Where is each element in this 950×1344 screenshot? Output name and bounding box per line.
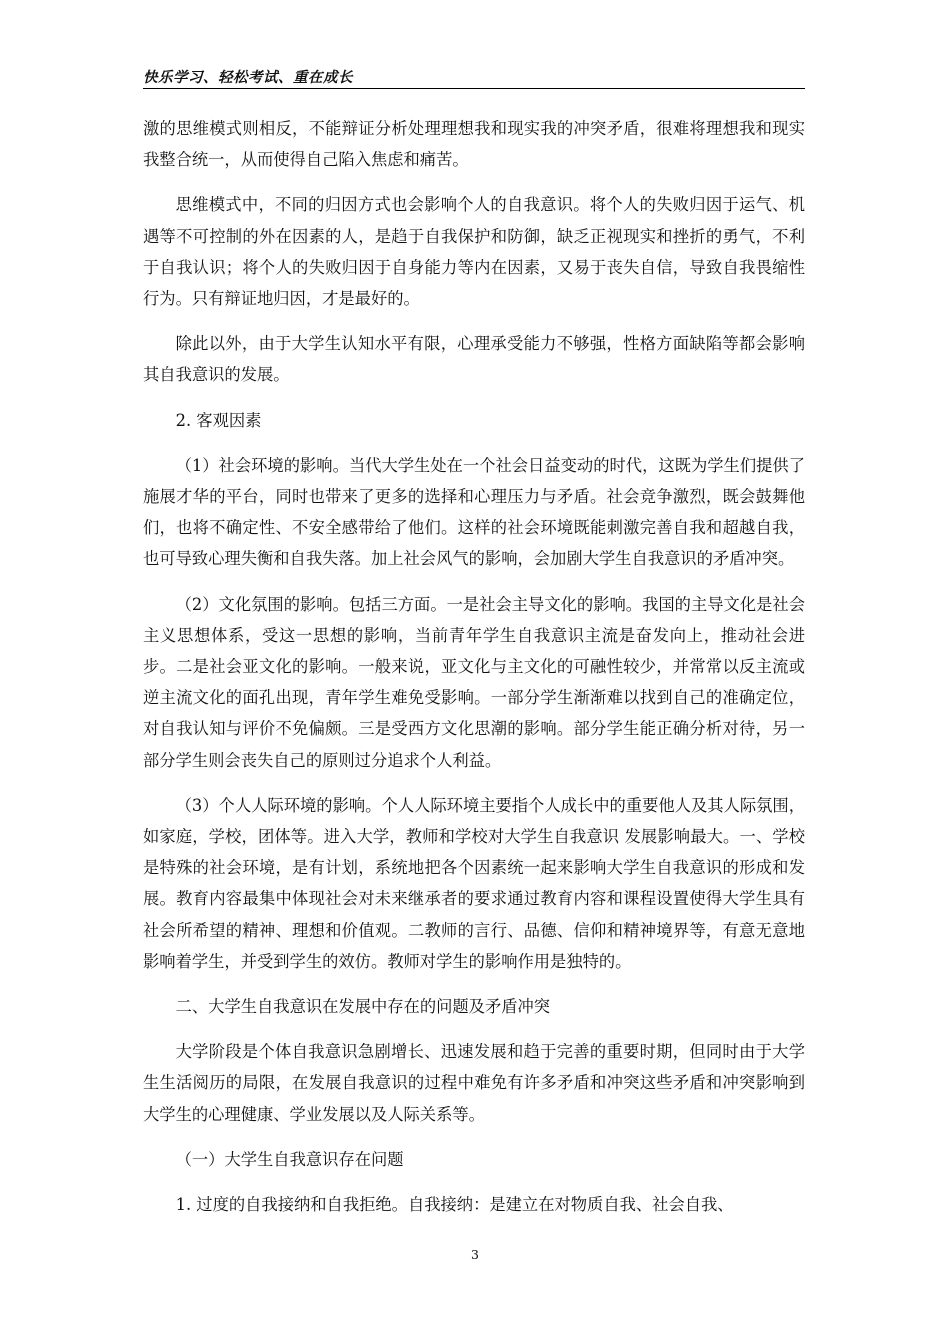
header-slogan: 快乐学习、轻松考试、重在成长: [143, 70, 353, 86]
paragraph-attribution: 思维模式中，不同的归因方式也会影响个人的自我意识。将个人的失败归因于运气、机遇等不可控制的外在因素的人，是趋于自我保护和防御，缺乏正视现实和挫折的勇气，不利于自我认识；将个人的失败归因于自身能力等内在因素，又易于丧失自信，导致自我畏缩性行为。只有辩证地归因，才是最好的。: [143, 195, 805, 309]
paragraph-cultural-atmosphere: （2）文化氛围的影响。包括三方面。一是社会主导文化的影响。我国的主导文化是社会主义思想体系，受这一思想的影响，当前青年学生自我意识主流是奋发向上，推动社会进步。二是社会亚文化的影响。一般来说，亚文化与主文化的可融性较少，并常常以反主流或逆主流文化的面孔出现，青年学生难免受影响。一部分学生渐渐难以找到自己的准确定位，对自我认知与评价不免偏颇。三是受西方文化思潮的影响。部分学生能正确分析对待，另一部分学生则会丧失自己的原则过分追求个人利益。: [143, 594, 805, 770]
paragraph-social-environment: （1）社会环境的影响。当代大学生处在一个社会日益变动的时代，这既为学生们提供了施展才华的平台，同时也带来了更多的选择和心理压力与矛盾。社会竞争激烈，既会鼓舞他们，也将不确定性、不安全感带给了他们。这样的社会环境既能刺激完善自我和超越自我，也可导致心理失衡和自我失落。加上社会风气的影响，会加剧大学生自我意识的矛盾冲突。: [143, 455, 805, 569]
document-body: [143, 113, 805, 1234]
paragraph-self-acceptance: 1. 过度的自我接纳和自我拒绝。自我接纳：是建立在对物质自我、社会自我、: [175, 1195, 734, 1215]
section-heading-problems: 二、大学生自我意识在发展中存在的问题及矛盾冲突: [175, 997, 551, 1017]
paragraph-interpersonal-environment: （3）个人人际环境的影响。个人人际环境主要指个人成长中的重要他人及其人际氛围，如家庭，学校，团体等。进入大学，教师和学校对大学生自我意识 发展影响最大。一、学校是特殊的社会环境，是有计划，系统地把各个因素统一起来影响大学生自我意识的形成和发展。教育内容最集中体现社会对未来继承者的要求通过教育内容和课程设置使得大学生具有社会所希望的精神、理想和价值观。二教师的言行、品德、信仰和精神境界等，有意无意地影响着学生，并受到学生的效仿。教师对学生的影响作用是独特的。: [143, 795, 805, 971]
subsection-heading-problems: （一）大学生自我意识存在问题: [175, 1149, 404, 1169]
paragraph-university-stage: 大学阶段是个体自我意识急剧增长、迅速发展和趋于完善的重要时期，但同时由于大学生生活阅历的局限，在发展自我意识的过程中难免有许多矛盾和冲突这些矛盾和冲突影响到大学生的心理健康、学业发展以及人际关系等。: [143, 1042, 805, 1124]
paragraph-other-factors: 除此以外，由于大学生认知水平有限，心理承受能力不够强，性格方面缺陷等都会影响其自我意识的发展。: [143, 334, 805, 385]
paragraph-continuation: 激的思维模式则相反，不能辩证分析处理理想我和现实我的冲突矛盾，很难将理想我和现实我整合统一，从而使得自己陷入焦虑和痛苦。: [143, 119, 805, 170]
page-header: [143, 66, 805, 89]
page-number: 3: [471, 1247, 479, 1262]
section-heading-objective-factors: 2. 客观因素: [175, 410, 262, 430]
